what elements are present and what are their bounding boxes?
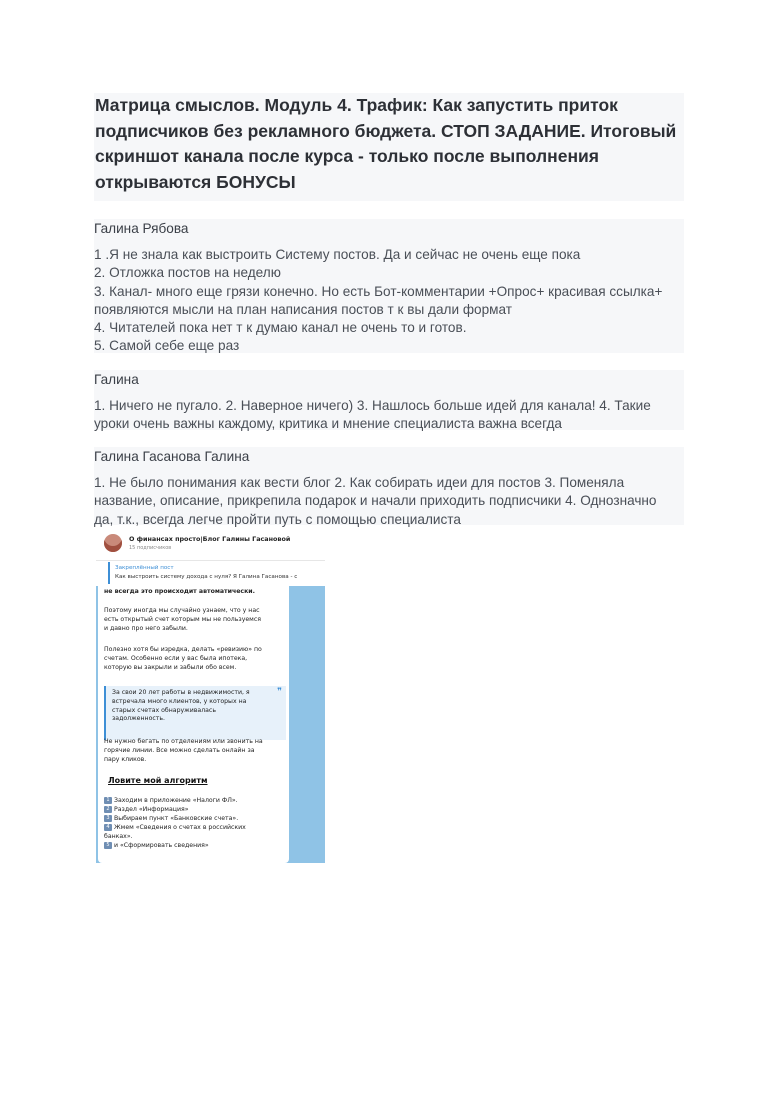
message-line: Полезно хотя бы изредка, делать «ревизию» по [104,646,262,653]
step-item [104,823,246,832]
comment-line: 3. Канал- много еще грязи конечно. Но есть Бот-комментарии +Опрос+ красивая ссылка+ [94,283,663,299]
step-item [104,805,246,814]
message-line: пару кликов. [104,755,147,763]
pinned-post [108,562,325,584]
channel-header [96,528,325,561]
quote-icon: ❞ [277,687,282,697]
message-bubble [98,586,289,863]
number-icon: 4 [104,824,112,831]
quote-text [112,689,250,724]
step-text: Раздел «Информация» [114,806,189,813]
number-icon: 1 [104,797,112,804]
number-icon: 5 [104,842,112,849]
message-bold-line: не всегда это происходит автоматически. [104,588,255,595]
message-line: встречала много клиентов, у которых на [112,697,247,705]
step-text: банках». [104,833,133,840]
message-quote [104,686,286,740]
message-line: старых счетах обнаруживалась [112,706,216,714]
comment-line: название, описание, прикрепила подарок и начали приходить подписчики 4. Однозначно [94,493,657,509]
title-line: подписчиков без рекламного бюджета. СТОП ЗАДАНИЕ. Итоговый [95,120,677,141]
title-line: Матрица смыслов. Модуль 4. Трафик: Как запустить приток [95,95,618,115]
message-line: и давно про него забыли. [104,624,188,632]
comment-author: Галина [94,372,139,387]
step-text: Выбираем пункт «Банковские счета». [114,815,239,822]
message-line: есть открытый счет которым мы не пользуемся [104,615,261,623]
avatar [104,534,122,552]
step-item [104,841,246,850]
step-item [104,814,246,823]
message-line: Не нужно бегать по отделениям или звонить на [104,738,263,745]
message-line: Поэтому иногда мы случайно узнаем, что у нас [104,607,260,614]
comment-line: появляются мысли на план написания постов т к вы дали формат [94,301,512,317]
title-line: скриншот канала после курса - только после выполнения [95,146,599,166]
comment-block [94,219,684,353]
comment-author: Галина Рябова [94,221,189,236]
algorithm-steps [104,796,246,850]
comment-block [94,370,684,430]
message-line: которую вы закрыли и забыли обо всем. [104,663,237,671]
message-line: горячие линии. Все можно сделать онлайн за [104,746,255,754]
number-icon: 3 [104,815,112,822]
number-icon: 2 [104,806,112,813]
title-block [94,93,684,201]
message-paragraph [104,607,261,633]
comment-line: да, т.к., всегда легче пройти путь с помощью специалиста [94,511,461,527]
comment-text [94,246,684,356]
title-line: открываются БОНУСЫ [95,171,296,192]
message-line: За свои 20 лет работы в недвижимости, я [112,689,250,696]
comment-line: 1. Ничего не пугало. 2. Наверное ничего) 3. Нашлось больше идей для канала! 4. Такие [94,398,651,413]
comment-line: 4. Читателей пока нет т к думаю канал не очень то и готов. [94,320,467,336]
pinned-text: Как выстроить систему дохода с нуля? Я Галина Гасанова - с [115,574,298,580]
channel-name: О финансах просто|Блог Галины Гасановой [129,535,291,543]
comment-line: 1. Не было понимания как вести блог 2. Как собирать идеи для постов 3. Поменяла [94,475,625,490]
step-item [104,796,246,805]
comment-text [94,397,684,434]
message-line: задолженность. [112,715,165,723]
pinned-label: Закреплённый пост [115,565,174,571]
comment-block [94,447,684,525]
message-line: счетам. Особенно если у вас была ипотека, [104,654,248,662]
comment-text [94,474,684,529]
page-title [95,93,680,195]
step-text: и «Сформировать сведения» [114,842,209,849]
step-item [104,832,246,841]
comment-line: 5. Самой себе еще раз [94,338,240,354]
comment-author: Галина Гасанова Галина [94,449,250,464]
comment-line: 1 .Я не знала как выстроить Систему постов. Да и сейчас не очень еще пока [94,247,581,262]
comment-line: 2. Отложка постов на неделю [94,265,281,281]
subscriber-count: 15 подписчиков [129,545,172,551]
algorithm-title: Ловите мой алгоритм [108,776,208,785]
message-paragraph [104,646,262,672]
channel-screenshot [96,528,325,863]
comment-line: уроки очень важны каждому, критика и мнение специалиста важна всегда [94,416,562,432]
message-paragraph [104,738,263,764]
step-text: Заходим в приложение «Налоги ФЛ». [114,797,238,804]
step-text: Жмем «Сведения о счетах в российских [114,824,246,831]
